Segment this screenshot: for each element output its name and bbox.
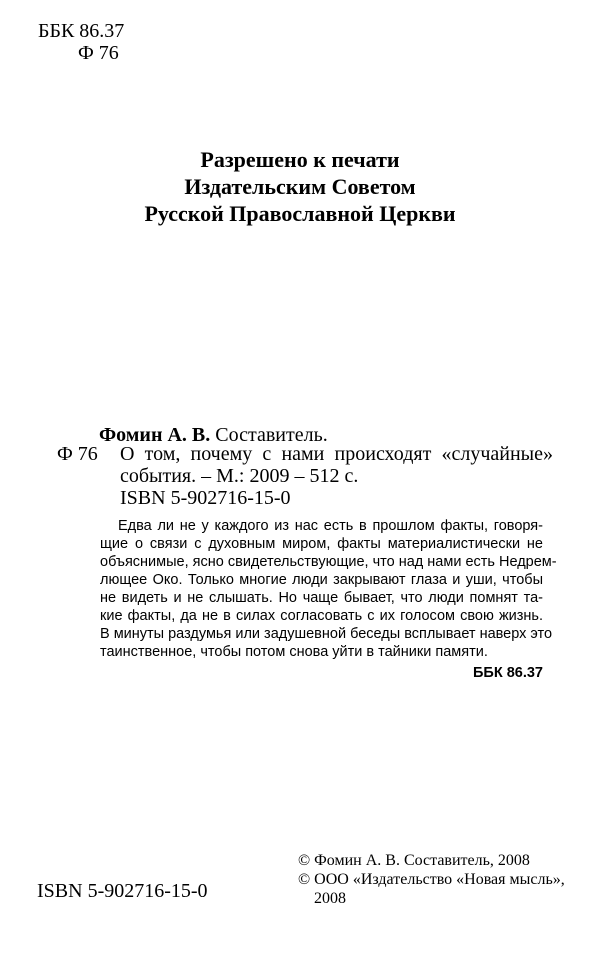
annotation-line: щие о связи с духовным миром, факты материалистически не	[100, 536, 543, 552]
copyright-publisher-year: 2008	[314, 890, 346, 907]
catalog-phi-code: Ф 76	[57, 443, 98, 465]
copyright-publisher: © ООО «Издательство «Новая мысль»,	[298, 871, 565, 888]
approval-line: Русской Православной Церкви	[144, 201, 456, 226]
author-name: Фомин А. В.	[99, 424, 211, 446]
book-title: О том, почему с нами происходят «случайные»	[120, 443, 553, 465]
annotation-line: объяснимые, ясно свидетельствующие, что над нами есть Недрем-	[100, 554, 557, 570]
annotation-line: не видеть и не слышать. Но чаще бывает, что люди помнят та-	[100, 590, 543, 606]
annotation	[100, 517, 557, 661]
copyright-author: © Фомин А. В. Составитель, 2008	[298, 852, 530, 869]
annotation-line: кие факты, да не в силах согласовать с их голосом свою жизнь.	[100, 608, 543, 624]
copyright-block	[298, 851, 565, 908]
bbk-header	[38, 20, 124, 64]
approval-line: Разрешено к печати	[200, 147, 400, 172]
classification-code: ББК 86.37	[472, 665, 543, 681]
annotation-line: Едва ли не у каждого из нас есть в прошлом факты, говоря-	[118, 518, 543, 534]
catalog-title-block	[120, 443, 553, 509]
bbk-code: ББК 86.37	[38, 20, 125, 42]
annotation-line: таинственное, чтобы потом снова уйти в тайники памяти.	[100, 644, 488, 660]
footer-isbn: ISBN 5-902716-15-0	[37, 880, 208, 902]
annotation-line: В минуты раздумья или задушевной беседы всплывает наверх это	[100, 626, 553, 642]
author-role: Составитель.	[215, 424, 328, 446]
book-imprint: события. – М.: 2009 – 512 с.	[120, 465, 359, 487]
annotation-line: лющее Око. Только многие люди закрывают глаза и уши, чтобы	[100, 572, 543, 588]
approval-line: Издательским Советом	[184, 174, 416, 199]
phi-code: Ф 76	[78, 42, 119, 64]
book-isbn: ISBN 5-902716-15-0	[120, 487, 291, 509]
printing-approval	[0, 146, 600, 227]
